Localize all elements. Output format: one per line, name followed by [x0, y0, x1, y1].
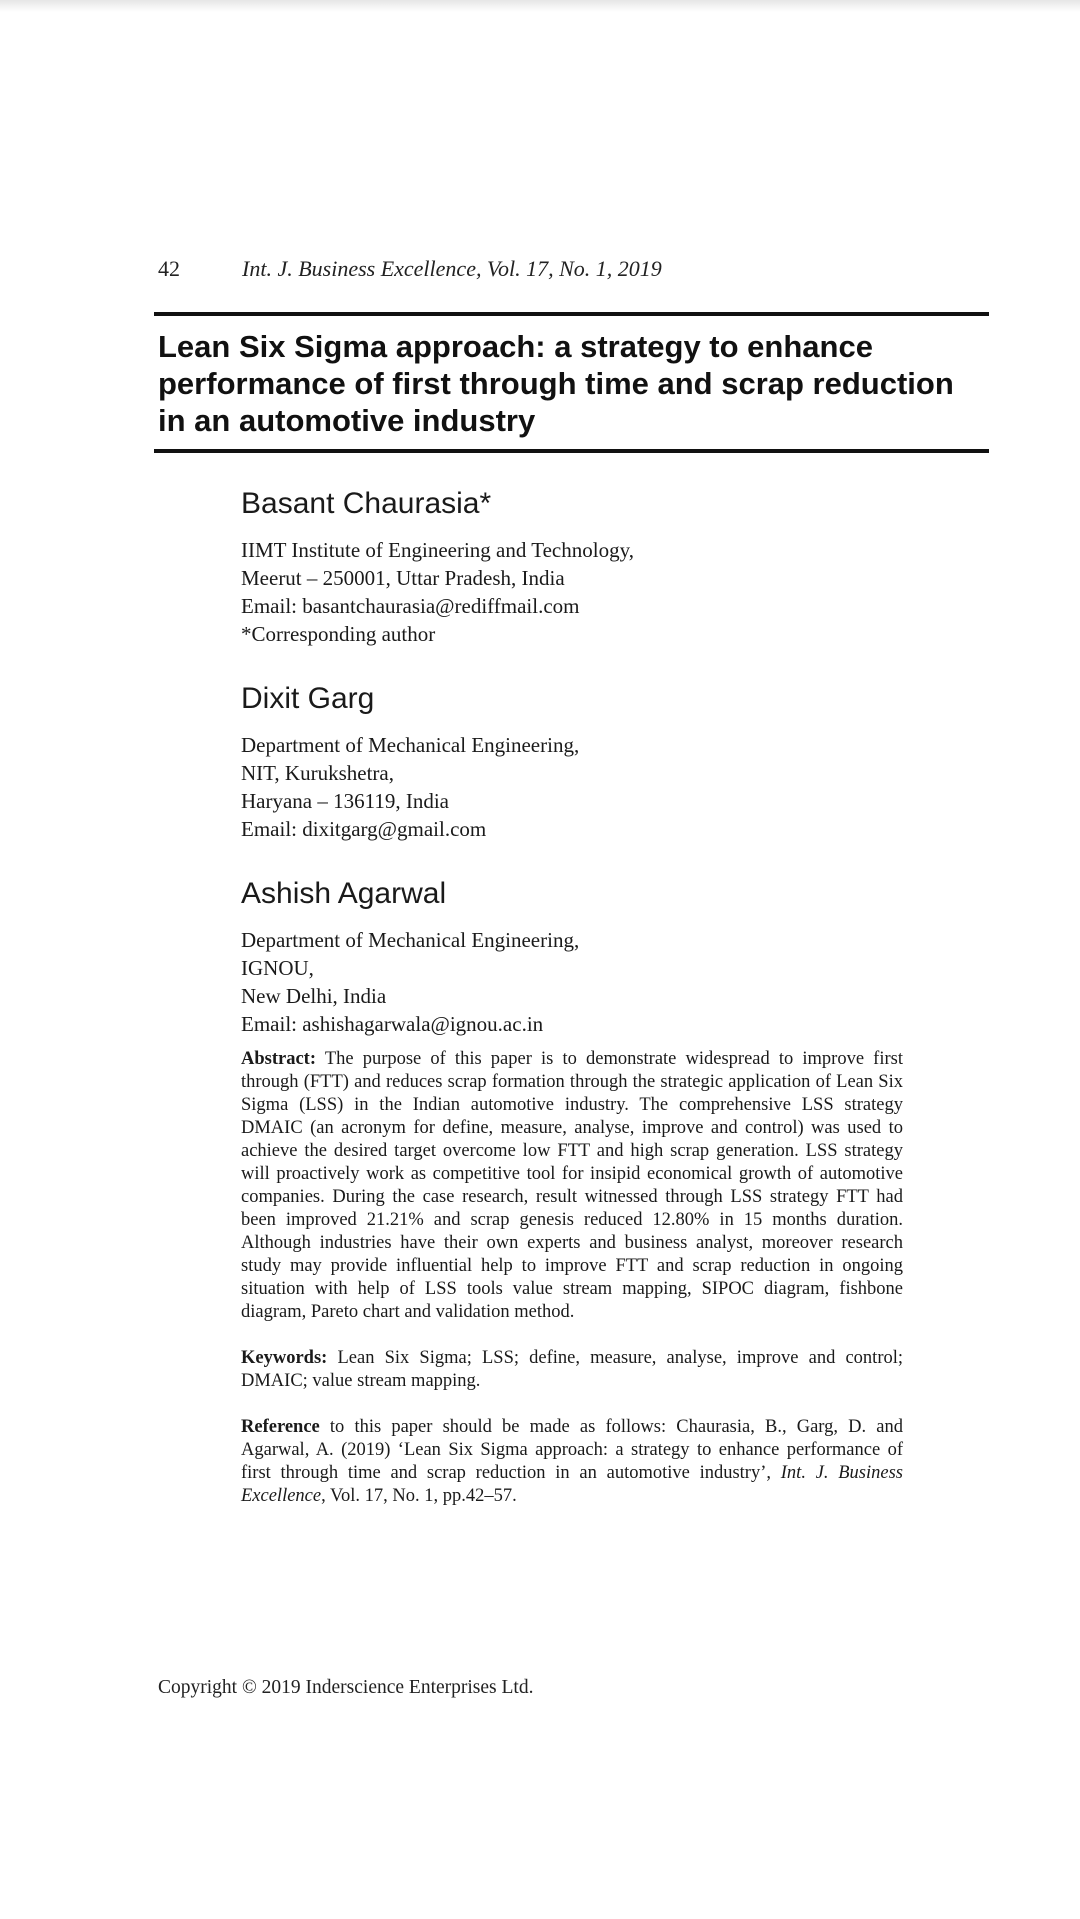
author-email[interactable]: Email: basantchaurasia@rediffmail.com: [241, 594, 580, 618]
affiliation-line: Haryana – 136119, India: [241, 789, 449, 813]
keywords-text: Lean Six Sigma; LSS; define, measure, analyse, improve and control; DMAIC; value stream mapping.: [241, 1348, 904, 1391]
viewer-top-shadow: [0, 0, 1080, 12]
author-name: Basant Chaurasia*: [241, 487, 492, 520]
author-email[interactable]: Email: ashishagarwala@ignou.ac.in: [241, 1012, 544, 1036]
abstract-text: The purpose of this paper is to demonstrate widespread to improve first through (FTT) and reduces scrap formation through the strategic application of Lean Six Sigma (LSS) in the Indian automotive industry. The comprehensive LSS strategy DMAIC (an acronym for define, measure, analyse, improve and control) was used to achieve the desired target overcome low FTT and high scrap generation. LSS strategy will proactively work as competitive tool for insipid economical growth of automotive companies. During the case research, result witnessed through LSS strategy FTT had been improved 21.21% and scrap genesis reduced 12.80% in 15 months duration. Although industries have their own experts and business analyst, moreover research study may provide influential help to improve FTT and scrap reduction in ongoing situation with help of LSS tools value stream mapping, SIPOC diagram, fishbone diagram, Pareto chart and validation method.: [241, 1049, 903, 1322]
abstract: [241, 1048, 903, 1324]
reference-text: to this paper should be made as follows: Chaurasia, B., Garg, D. and Agarwal, A. (2019) ‘Lean Six Sigma approach: a strategy to enhance performance of first through time and scrap reduction in an automotive industry’,: [241, 1417, 903, 1483]
affiliation-line: NIT, Kurukshetra,: [241, 761, 394, 785]
copyright-notice: Copyright © 2019 Inderscience Enterprises Ltd.: [158, 1677, 534, 1698]
author-block: [241, 874, 903, 1038]
abstract-label: Abstract:: [241, 1049, 317, 1069]
reference-journal: Int. J. Business Excellence: [241, 1463, 904, 1506]
affiliation-line: Department of Mechanical Engineering,: [241, 733, 580, 757]
author-name: Dixit Garg: [241, 682, 375, 715]
title-block: [154, 312, 989, 453]
author-name: Ashish Agarwal: [241, 877, 447, 910]
author-email[interactable]: Email: dixitgarg@gmail.com: [241, 817, 487, 841]
corresponding-author-note: *Corresponding author: [241, 622, 436, 646]
paper-title: Lean Six Sigma approach: a strategy to enhance performance of first through time and scrap reduction in an automotive industry: [158, 329, 954, 438]
reference: [241, 1416, 903, 1508]
affiliation-line: IGNOU,: [241, 956, 314, 980]
author-block: [241, 484, 903, 648]
affiliation-line: Meerut – 250001, Uttar Pradesh, India: [241, 566, 565, 590]
keywords-label: Keywords:: [241, 1348, 328, 1368]
journal-citation: Int. J. Business Excellence, Vol. 17, No. 1, 2019: [242, 256, 662, 281]
running-header: [158, 256, 662, 282]
affiliation-line: New Delhi, India: [241, 984, 387, 1008]
reference-label: Reference: [241, 1417, 320, 1437]
affiliation-line: Department of Mechanical Engineering,: [241, 928, 580, 952]
front-matter: [241, 484, 903, 1508]
keywords: [241, 1347, 903, 1393]
affiliation-line: IIMT Institute of Engineering and Technology,: [241, 538, 634, 562]
reference-volume: , Vol. 17, No. 1, pp.42–57.: [321, 1486, 517, 1506]
author-block: [241, 679, 903, 843]
page-number: 42: [158, 256, 180, 281]
